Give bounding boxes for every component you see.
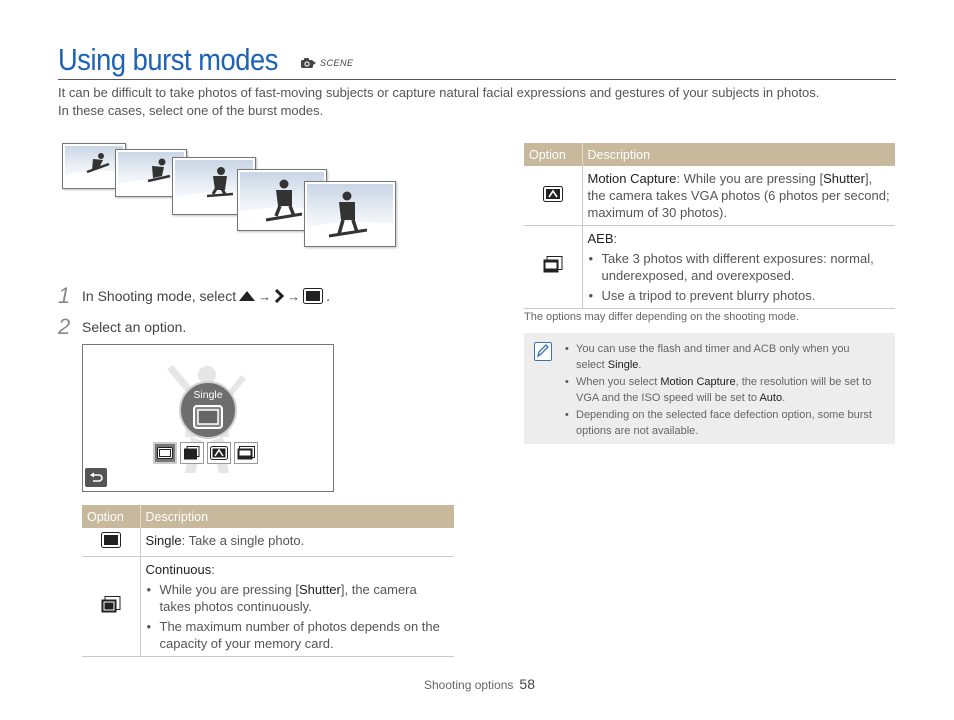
motion-capture-icon <box>543 186 563 202</box>
key-label: Single <box>607 359 639 371</box>
list-item: • Use a tripod to prevent blurry photos. <box>588 287 891 304</box>
burst-options-table-right <box>524 143 895 309</box>
back-arrow-icon <box>89 472 103 484</box>
step-text-end: . <box>326 288 330 304</box>
column-header-description: Description <box>582 143 895 166</box>
step-text: In Shooting mode, select <box>82 288 237 304</box>
step-text: Select an option. <box>82 319 187 335</box>
page-number: 58 <box>519 676 535 692</box>
burst-photo-5 <box>304 181 396 247</box>
camera-mode-icon <box>300 57 316 69</box>
option-icon-cell <box>524 226 582 309</box>
note-list <box>565 341 881 440</box>
continuous-icon <box>101 596 121 614</box>
note-pencil-icon <box>534 342 552 361</box>
motion-capture-icon <box>210 446 228 460</box>
note-box <box>524 333 895 444</box>
table-footnote: The options may differ depending on the shooting mode. <box>524 311 799 323</box>
table-header-row <box>82 505 454 528</box>
option-desc-text: : Take a single photo. <box>181 533 305 548</box>
key-label: Shutter <box>298 582 341 597</box>
list-item <box>146 581 450 615</box>
column-header-option: Option <box>524 143 582 166</box>
note-text: You can use the flash and timer and ACB only when you select <box>576 343 850 371</box>
option-aeb[interactable] <box>234 442 258 464</box>
option-term: Single <box>145 533 182 548</box>
burst-options-table-left <box>82 505 454 657</box>
page-footer <box>424 676 535 692</box>
option-term: Motion Capture <box>587 171 677 186</box>
mode-indicators <box>300 57 354 69</box>
column-header-option: Option <box>82 505 140 528</box>
option-description <box>582 166 895 226</box>
option-motion-capture[interactable] <box>207 442 231 464</box>
selected-option-bubble <box>179 381 237 439</box>
table-row <box>82 528 454 557</box>
option-strip <box>153 442 258 464</box>
option-single[interactable] <box>153 442 177 464</box>
selected-option-label: Single <box>193 389 223 401</box>
table-row <box>82 557 454 657</box>
key-label: Shutter <box>823 171 865 186</box>
option-term: Continuous <box>145 562 212 577</box>
option-icon-cell <box>82 557 140 657</box>
step-number: 1 <box>58 283 71 308</box>
arrow-right-icon: → <box>258 288 272 304</box>
bullet-text: While you are pressing [ <box>159 582 299 597</box>
option-bullets <box>588 250 891 304</box>
option-bullets <box>146 581 450 652</box>
snowboarder-silhouette <box>307 184 393 244</box>
list-item: • Depending on the selected face defection option, some burst options are not available. <box>565 407 881 439</box>
table-header-row <box>524 143 895 166</box>
single-shot-icon <box>101 532 121 548</box>
key-label: Motion Capture <box>660 376 736 388</box>
burst-photo-sequence <box>60 141 400 251</box>
key-label: Auto <box>759 392 783 404</box>
list-item <box>565 374 881 406</box>
note-text: . <box>782 392 786 404</box>
up-triangle-icon <box>239 291 255 301</box>
option-description <box>140 557 454 657</box>
option-desc-text: : <box>613 231 618 246</box>
option-desc-text: ], the camera takes VGA photos (6 photos per second; maximum of 30 photos). <box>587 171 890 220</box>
continuous-icon <box>184 446 200 460</box>
option-description <box>582 226 895 309</box>
aeb-icon <box>237 446 255 460</box>
option-desc-text: : While you are pressing [ <box>676 171 824 186</box>
note-text: When you select <box>576 376 661 388</box>
option-desc-text: : <box>211 562 215 577</box>
page-title: Using burst modes <box>58 42 278 77</box>
column-header-description: Description <box>140 505 454 528</box>
title-row <box>58 40 896 80</box>
intro-line-1: It can be difficult to take photos of fast-moving subjects or capture natural facial expressions and gestures of your subjects in photos. <box>58 85 820 100</box>
note-text: . <box>638 359 642 371</box>
option-continuous[interactable] <box>180 442 204 464</box>
note-text: , the resolution will be set to VGA and the ISO speed will be set to <box>576 376 872 404</box>
option-icon-cell <box>524 166 582 226</box>
chevron-right-icon <box>274 289 284 303</box>
list-item: • Take 3 photos with different exposures: normal, underexposed, and overexposed. <box>588 250 891 284</box>
arrow-right-icon: → <box>287 288 301 304</box>
single-shot-icon <box>157 447 173 459</box>
intro-text <box>58 84 878 120</box>
table-row <box>524 166 895 226</box>
step-number: 2 <box>58 314 71 339</box>
single-shot-icon <box>193 405 223 429</box>
intro-line-2: In these cases, select one of the burst modes. <box>58 103 324 118</box>
step-2 <box>58 314 186 340</box>
option-term: AEB <box>587 231 614 246</box>
list-item: • The maximum number of photos depends on the capacity of your memory card. <box>146 618 450 652</box>
table-row <box>524 226 895 309</box>
scene-mode-label: SCENE <box>320 58 354 68</box>
camera-screen-mockup <box>82 344 334 492</box>
option-icon-cell <box>82 528 140 557</box>
back-button[interactable] <box>85 468 107 487</box>
single-shot-icon <box>303 288 323 304</box>
step-1 <box>58 283 330 309</box>
footer-section: Shooting options <box>424 678 514 692</box>
option-description <box>140 528 454 557</box>
aeb-icon <box>543 256 563 274</box>
bullet-text: ], the camera takes photos continuously. <box>159 582 417 614</box>
list-item <box>565 341 881 373</box>
